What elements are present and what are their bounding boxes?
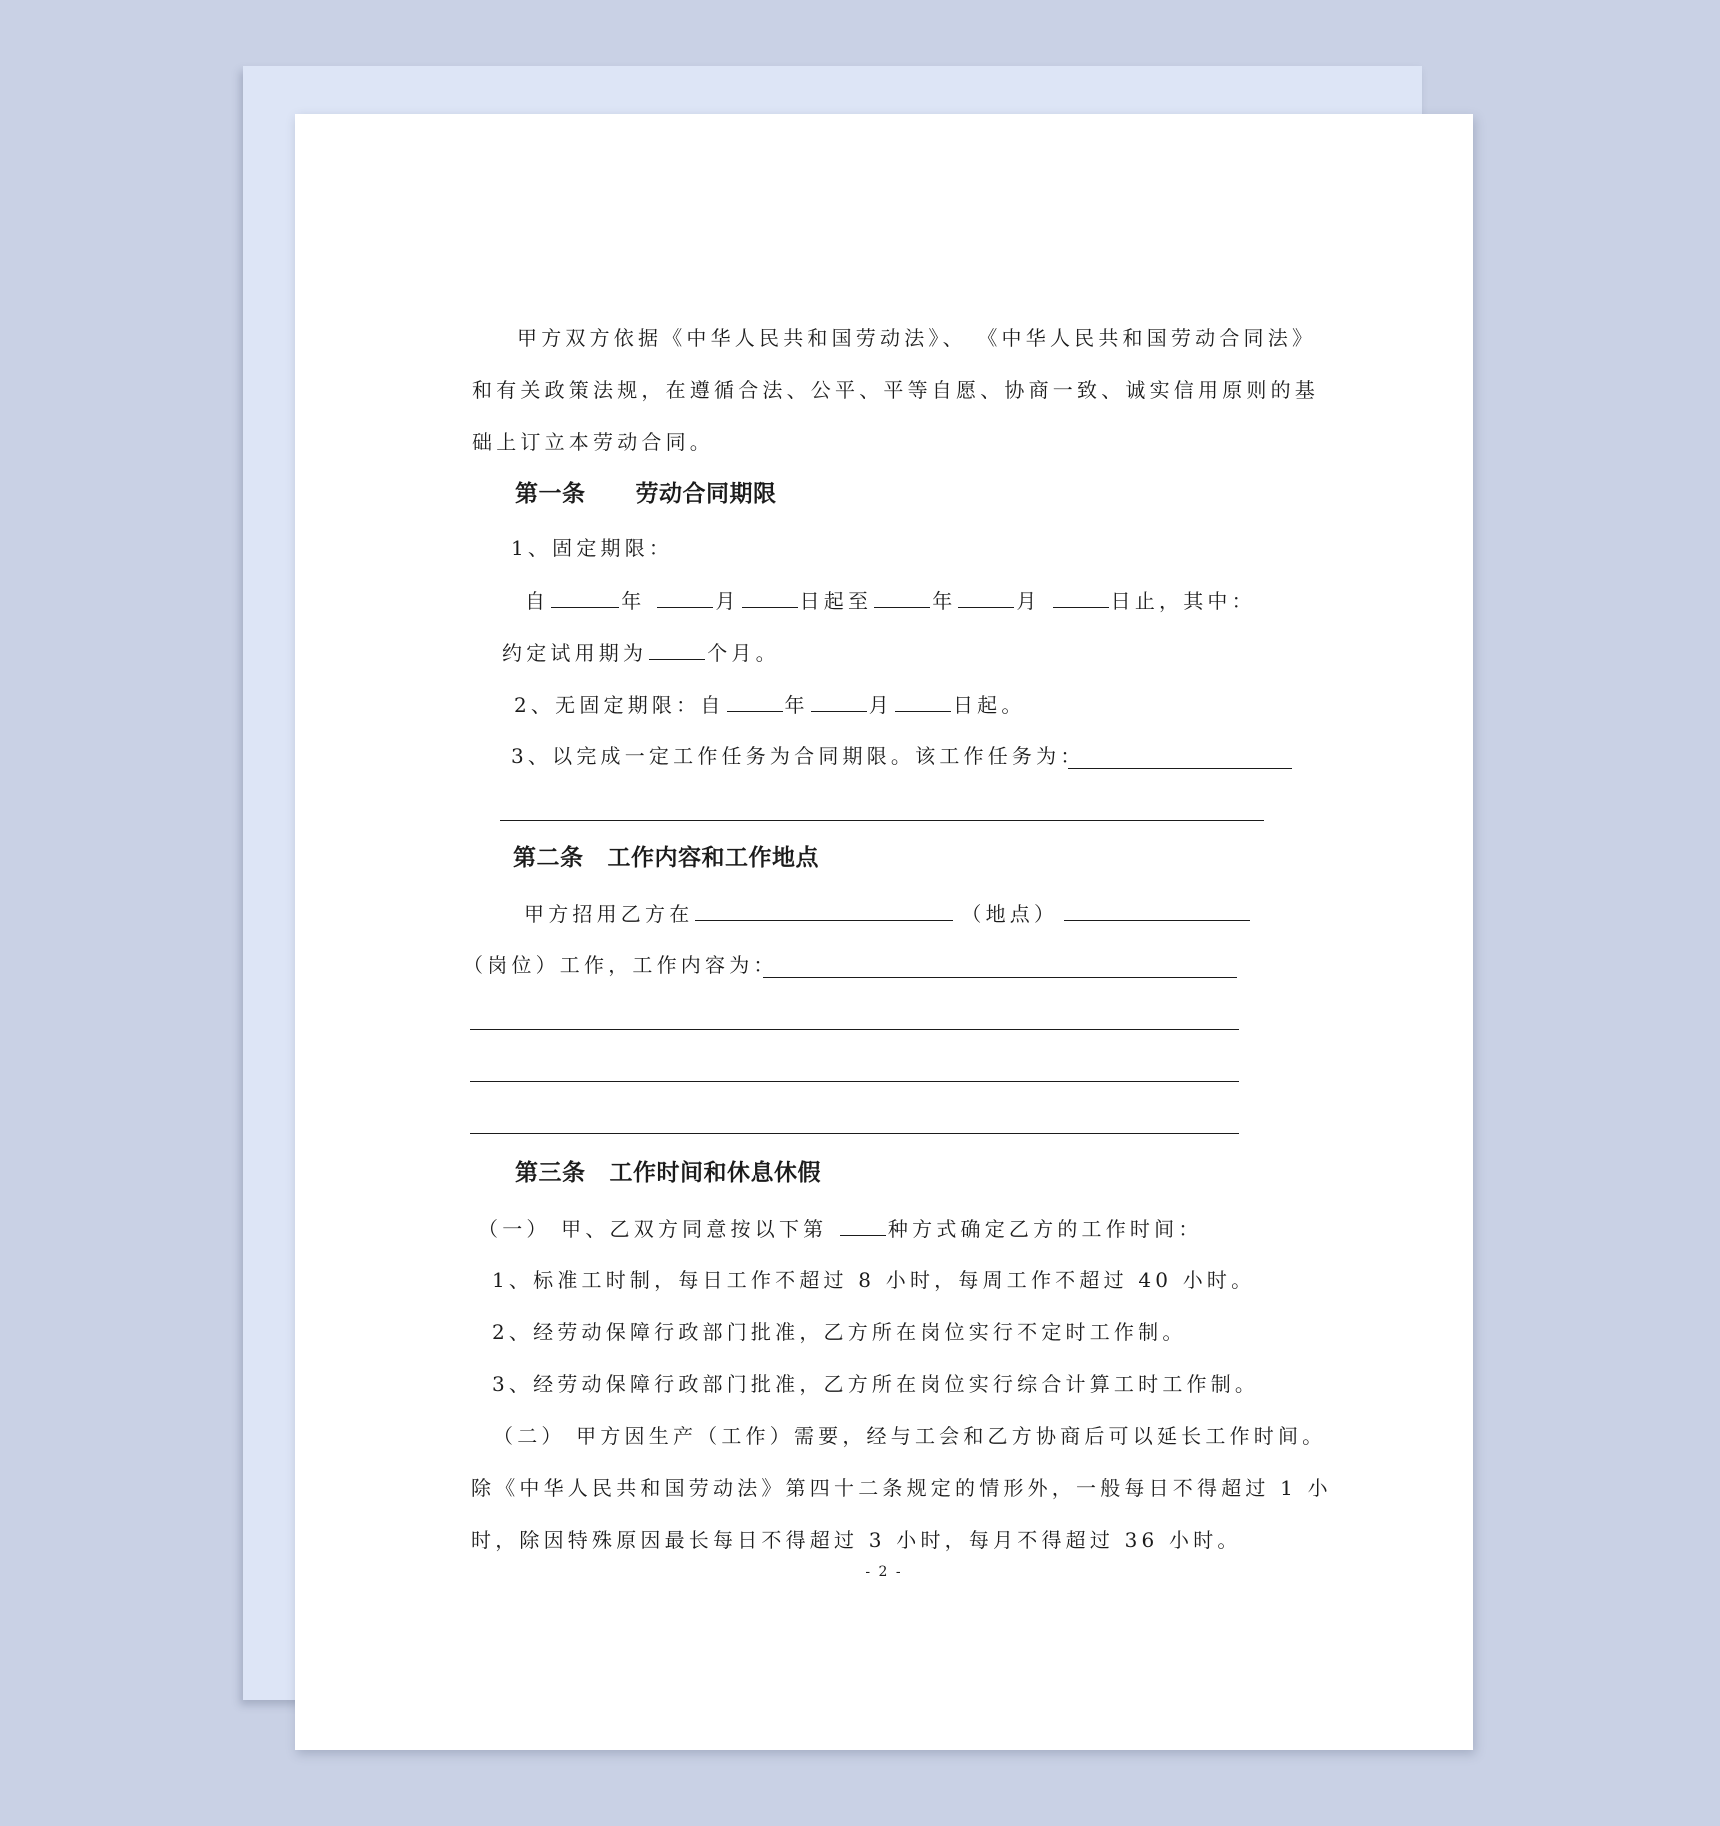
intro-line-3: 础上订立本劳动合同。	[472, 430, 714, 454]
location-label: （地点）	[961, 902, 1059, 926]
article-3-item-1: 1、标准工时制，每日工作不超过 8 小时，每周工作不超过 40 小时。	[492, 1268, 1256, 1292]
document-page	[295, 114, 1473, 1750]
article-3-p2-line-2: 除《中华人民共和国劳动法》第四十二条规定的情形外，一般每日不得超过 1 小	[471, 1476, 1332, 1500]
job-content-blank-3[interactable]	[470, 1081, 1239, 1082]
article-1-heading	[515, 479, 777, 509]
fixed-year-2: 年	[932, 589, 957, 613]
job-content-blank-2[interactable]	[470, 1029, 1239, 1030]
task-blank-2[interactable]	[500, 820, 1264, 821]
article-3-number: 第三条	[515, 1160, 586, 1186]
position-blank[interactable]	[1064, 900, 1250, 921]
article-3-heading	[515, 1158, 821, 1188]
article-2-title: 工作内容和工作地点	[607, 845, 819, 871]
article-1-item-1: 1、固定期限：	[511, 536, 674, 560]
fixed-month: 月	[715, 589, 740, 613]
probation-prefix: 约定试用期为	[502, 641, 648, 665]
article-3-p1	[478, 1215, 1203, 1242]
probation-months-blank[interactable]	[649, 639, 705, 660]
probation-suffix: 个月。	[707, 641, 780, 665]
item-2-year: 年	[784, 693, 809, 717]
start-month-blank[interactable]	[657, 587, 713, 608]
end-day-blank[interactable]	[1053, 587, 1109, 608]
open-month-blank[interactable]	[811, 691, 867, 712]
item-2-month: 月	[868, 693, 893, 717]
article-1-title: 劳动合同期限	[635, 481, 777, 507]
article-1-number: 第一条	[515, 481, 586, 507]
fixed-month-2: 月	[1016, 589, 1041, 613]
end-month-blank[interactable]	[958, 587, 1014, 608]
article-3-p2-line-1: （二） 甲方因生产（工作）需要，经与工会和乙方协商后可以延长工作时间。	[493, 1424, 1327, 1448]
fixed-day-to: 日起至	[799, 589, 873, 613]
job-content-blank-4[interactable]	[470, 1133, 1239, 1134]
start-day-blank[interactable]	[742, 587, 798, 608]
intro-line-1: 甲方双方依据《中华人民共和国劳动法》、 《中华人民共和国劳动合同法》	[517, 326, 1317, 350]
article-2-line-2: （岗位）工作，工作内容为：	[463, 953, 778, 977]
intro-line-2: 和有关政策法规，在遵循合法、公平、平等自愿、协商一致、诚实信用原则的基	[472, 378, 1319, 402]
start-year-blank[interactable]	[551, 587, 619, 608]
item-2-prefix: 2、无固定期限：自	[514, 693, 725, 717]
probation-line	[502, 639, 780, 666]
fixed-term-line	[525, 587, 1256, 614]
article-3-p2-line-3: 时，除因特殊原因最长每日不得超过 3 小时，每月不得超过 36 小时。	[471, 1528, 1242, 1552]
article-3-title: 工作时间和休息休假	[609, 1160, 821, 1186]
article-3-item-3: 3、经劳动保障行政部门批准，乙方所在岗位实行综合计算工时工作制。	[492, 1372, 1260, 1396]
fixed-day-end: 日止，其中：	[1110, 589, 1256, 613]
article-2-number: 第二条	[513, 845, 584, 871]
open-day-blank[interactable]	[895, 691, 951, 712]
location-blank[interactable]	[695, 900, 953, 921]
open-year-blank[interactable]	[727, 691, 783, 712]
page-number: - 2 -	[865, 1564, 903, 1580]
p1-prefix: （一） 甲、乙双方同意按以下第	[478, 1217, 838, 1241]
job-content-blank-1[interactable]	[763, 977, 1237, 978]
task-blank-1[interactable]	[1068, 768, 1292, 769]
fixed-year: 年	[621, 589, 646, 613]
article-1-item-2	[514, 691, 1026, 718]
p1-suffix: 种方式确定乙方的工作时间：	[887, 1217, 1203, 1241]
work-hours-method-blank[interactable]	[840, 1215, 886, 1236]
item-2-suffix: 日起。	[952, 693, 1026, 717]
end-year-blank[interactable]	[874, 587, 930, 608]
article-3-item-2: 2、经劳动保障行政部门批准，乙方所在岗位实行不定时工作制。	[492, 1320, 1187, 1344]
article-2-heading	[513, 843, 819, 873]
employ-prefix: 甲方招用乙方在	[524, 902, 694, 926]
article-2-line-1	[524, 900, 1252, 927]
fixed-from: 自	[525, 589, 550, 613]
article-1-item-3: 3、以完成一定工作任务为合同期限。该工作任务为：	[511, 744, 1085, 768]
